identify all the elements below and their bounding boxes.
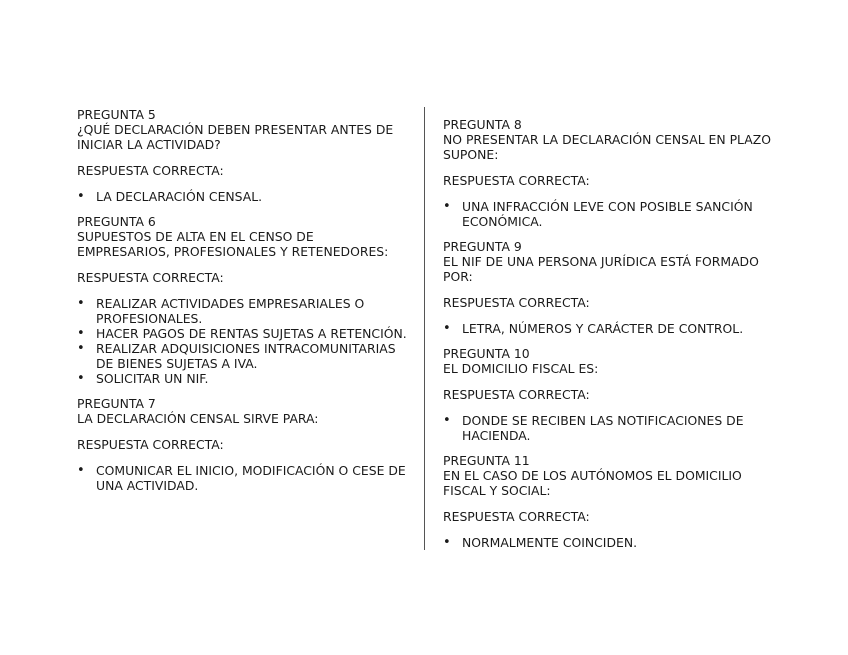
- answer-list: [443, 321, 778, 336]
- question-text: NO PRESENTAR LA DECLARACIÓN CENSAL EN PLAZO SUPONE:: [443, 132, 771, 162]
- question-number: PREGUNTA 10: [443, 346, 530, 361]
- question-number: PREGUNTA 7: [77, 396, 156, 411]
- question-block: [77, 214, 407, 259]
- answer-item: • LETRA, NÚMEROS Y CARÁCTER DE CONTROL.: [443, 321, 778, 336]
- answer-label: RESPUESTA CORRECTA:: [443, 387, 590, 402]
- question-number: PREGUNTA 9: [443, 239, 522, 254]
- answer-list: [443, 413, 778, 443]
- answer-list: [443, 199, 778, 229]
- answer-list: [77, 189, 407, 204]
- answer-item: • REALIZAR ADQUISICIONES INTRACOMUNITARIAS DE BIENES SUJETAS A IVA.: [77, 341, 407, 371]
- question-block: [77, 396, 407, 426]
- answer-label: RESPUESTA CORRECTA:: [443, 295, 590, 310]
- answer-list: [77, 463, 407, 493]
- question-text: EL NIF DE UNA PERSONA JURÍDICA ESTÁ FORMADO POR:: [443, 254, 759, 284]
- question-number: PREGUNTA 11: [443, 453, 530, 468]
- question-text: EL DOMICILIO FISCAL ES:: [443, 361, 599, 376]
- question-text: SUPUESTOS DE ALTA EN EL CENSO DE EMPRESARIOS, PROFESIONALES Y RETENEDORES:: [77, 229, 389, 259]
- answer-list: [77, 296, 407, 386]
- question-number: PREGUNTA 6: [77, 214, 156, 229]
- answer-list: [443, 535, 778, 550]
- answer-item: • HACER PAGOS DE RENTAS SUJETAS A RETENCIÓN.: [77, 326, 407, 341]
- answer-item: • LA DECLARACIÓN CENSAL.: [77, 189, 407, 204]
- question-number: PREGUNTA 8: [443, 117, 522, 132]
- answer-item: • COMUNICAR EL INICIO, MODIFICACIÓN O CESE DE UNA ACTIVIDAD.: [77, 463, 407, 493]
- answer-label: RESPUESTA CORRECTA:: [77, 437, 224, 452]
- answer-item: • UNA INFRACCIÓN LEVE CON POSIBLE SANCIÓN ECONÓMICA.: [443, 199, 778, 229]
- column-divider: [424, 107, 425, 550]
- answer-item: • REALIZAR ACTIVIDADES EMPRESARIALES O PROFESIONALES.: [77, 296, 407, 326]
- question-block: [443, 346, 778, 376]
- right-column: [443, 117, 778, 560]
- left-column: [77, 107, 407, 503]
- answer-item: • SOLICITAR UN NIF.: [77, 371, 407, 386]
- answer-label: RESPUESTA CORRECTA:: [443, 509, 590, 524]
- answer-label: RESPUESTA CORRECTA:: [443, 173, 590, 188]
- question-block: [443, 239, 778, 284]
- answer-label: RESPUESTA CORRECTA:: [77, 163, 224, 178]
- question-text: LA DECLARACIÓN CENSAL SIRVE PARA:: [77, 411, 319, 426]
- question-number: PREGUNTA 5: [77, 107, 156, 122]
- question-block: [443, 117, 778, 162]
- answer-label: RESPUESTA CORRECTA:: [77, 270, 224, 285]
- answer-item: • DONDE SE RECIBEN LAS NOTIFICACIONES DE HACIENDA.: [443, 413, 778, 443]
- question-text: EN EL CASO DE LOS AUTÓNOMOS EL DOMICILIO FISCAL Y SOCIAL:: [443, 468, 742, 498]
- question-block: [77, 107, 407, 152]
- question-text: ¿QUÉ DECLARACIÓN DEBEN PRESENTAR ANTES DE INICIAR LA ACTIVIDAD?: [77, 122, 394, 152]
- question-block: [443, 453, 778, 498]
- answer-item: • NORMALMENTE COINCIDEN.: [443, 535, 778, 550]
